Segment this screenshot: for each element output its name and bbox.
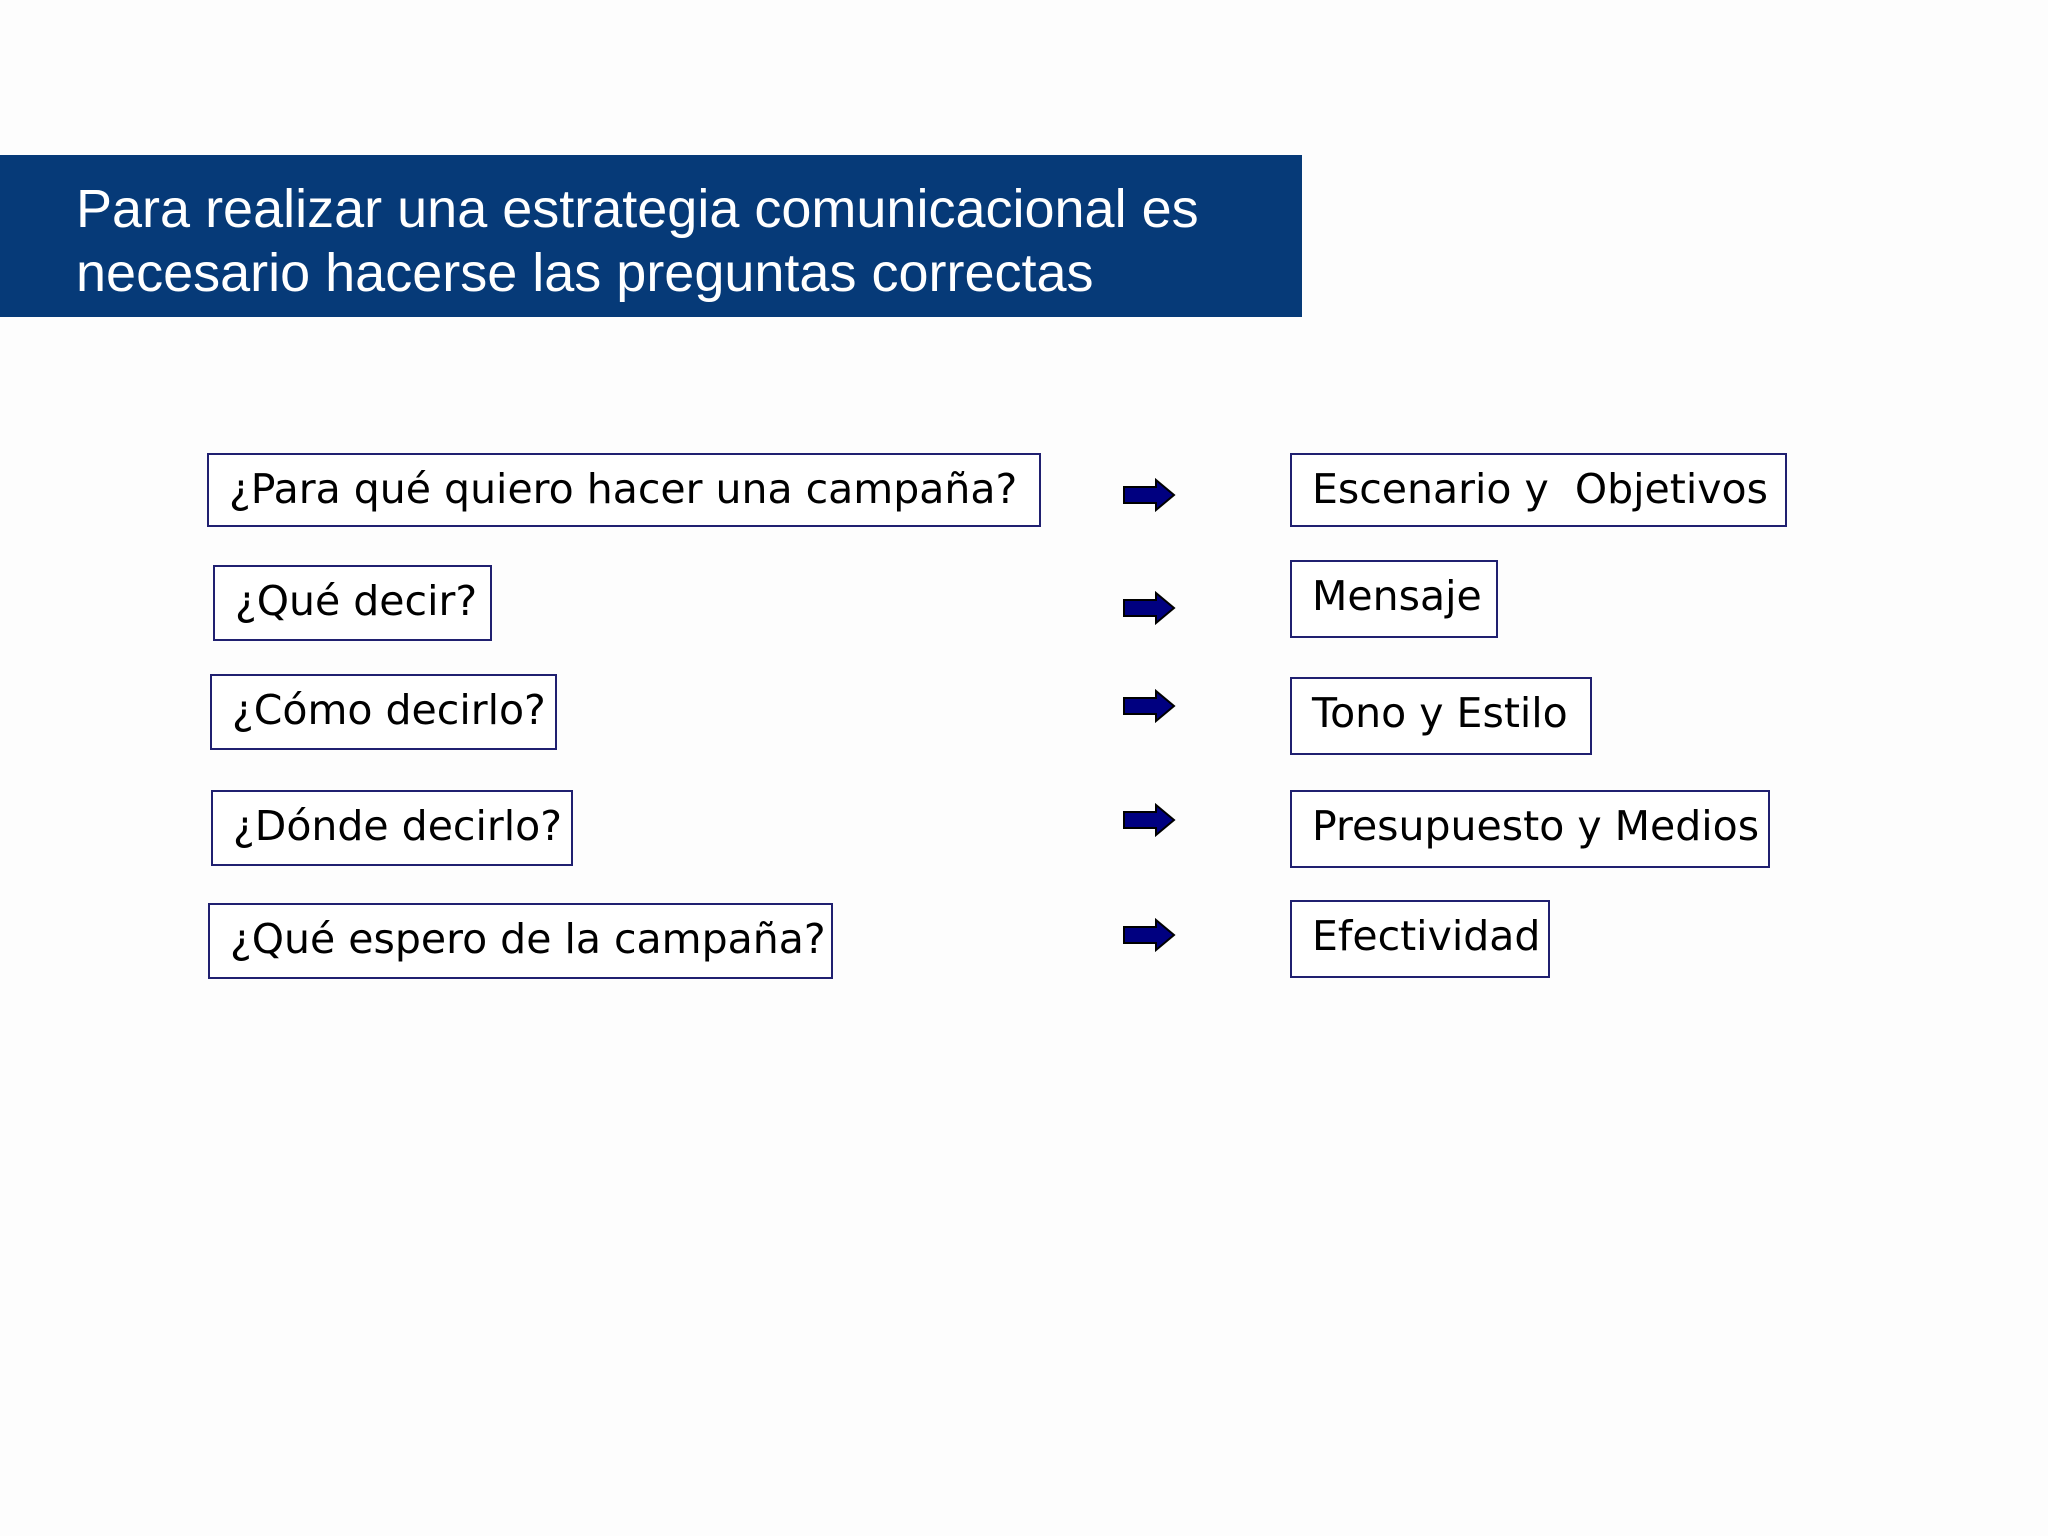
answer-box: Efectividad	[1290, 900, 1550, 978]
question-box: ¿Cómo decirlo?	[210, 674, 557, 750]
answer-box: Mensaje	[1290, 560, 1498, 638]
answer-box: Escenario y Objetivos	[1290, 453, 1787, 527]
title-banner	[0, 155, 1302, 317]
question-box: ¿Qué decir?	[213, 565, 492, 641]
right-arrow-icon	[1122, 918, 1176, 952]
answer-box: Tono y Estilo	[1290, 677, 1592, 755]
question-box: ¿Qué espero de la campaña?	[208, 903, 833, 979]
right-arrow-icon	[1122, 689, 1176, 723]
title-line-2: necesario hacerse las preguntas correctas	[76, 243, 1094, 303]
answer-box: Presupuesto y Medios	[1290, 790, 1770, 868]
title-line-1: Para realizar una estrategia comunicacional es	[76, 179, 1199, 239]
slide-title	[76, 177, 1296, 305]
right-arrow-icon	[1122, 478, 1176, 512]
right-arrow-icon	[1122, 803, 1176, 837]
right-arrow-icon	[1122, 591, 1176, 625]
question-box: ¿Para qué quiero hacer una campaña?	[207, 453, 1041, 527]
question-box: ¿Dónde decirlo?	[211, 790, 573, 866]
